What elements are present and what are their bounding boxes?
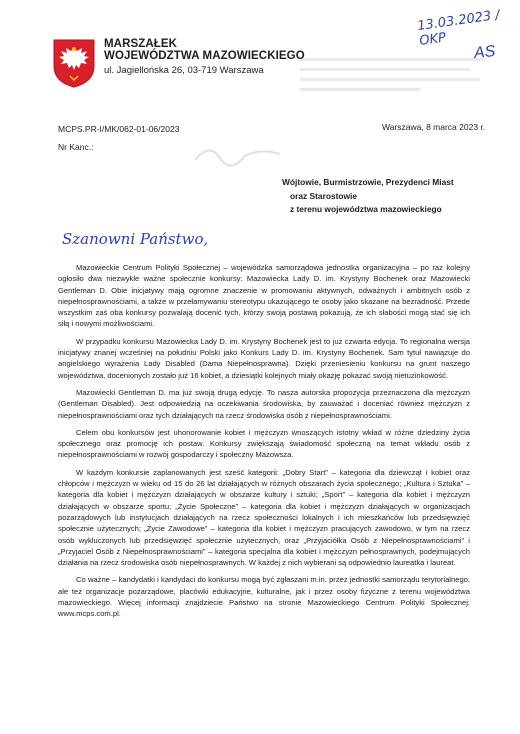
recipient-line-1: Wójtowie, Burmistrzowie, Prezydenci Miast <box>282 177 454 187</box>
paragraph-5: W każdym konkursie zaplanowanych jest sześć kategorii: „Dobry Start” – kategoria dla dziewcząt i kobiet oraz chłopców i mężczyzn w wieku od 15 do 26 lat działających w różnych obszarach życia społecznego; „Kultura i Sztuka” – kategoria dla kobiet i mężczyzn działających w obszarze kultury i sztuki; „Sport” – kategoria dla kobiet i mężczyzn działających w obszarze sportu; „Życie Społeczne” – kategoria dla kobiet i mężczyzn działających w organizacjach pozarządowych lub instytucjach działających na rzecz społeczności lokalnych i ich mieszkańców lub przedsięwzięć społecznie użytecznych; „Życie Zawodowe” – kategoria dla kobiet i mężczyzn pracujących zawodowo, w tym na rzecz osób wykluczonych lub przedsięwzięć społecznie użytecznych, oraz „Przyjaciółka Osób z Niepełnosprawnościami” i „Przyjaciel Osób z Niepełnosprawnościami” – kategoria specjalna dla kobiet i mężczyzn pełnosprawnych, podejmujących działania na rzecz środowiska osób niepełnosprawnych. W każdej z nich wybierani są odpowiednio laureatka i laureat. <box>58 467 470 568</box>
org-address: ul. Jagiellońska 26, 03-719 Warszawa <box>104 65 264 76</box>
org-name-line1: MARSZAŁEK <box>104 38 178 50</box>
eagle-crest-icon <box>52 38 96 88</box>
letter-date: Warszawa, 8 marca 2023 r. <box>382 122 486 132</box>
reference-number: MCPS.PR-I/MK/062-01-06/2023 <box>58 124 180 134</box>
handwritten-initials: AS <box>473 42 497 63</box>
handwritten-salutation <box>60 226 280 252</box>
paragraph-2: W przypadku konkursu Mazowiecka Lady D. im. Krystyny Bochenek jest to już czwarta edycja. To regionalna wersja inicjatywy znanej wcześniej na południu Polski jako Konkurs Lady D. im. Krystyny Bochenek. Sam tytuł nawiązuje do angielskiego wyrażenia Lady Disabled (Dama Niepełnosprawna). Dzięki przeniesieniu konkursu na grunt naszego województwa, docenionych zostało już 16 kobiet, a dziesiątki kolejnych miały okazję pokazać swoją nietuzinkowość. <box>58 336 470 380</box>
faint-signature-bleed <box>190 140 290 170</box>
paragraph-3: Mazowiecki Gentleman D. ma już swoją drugą edycję. To nasza autorska propozycja przeznaczona dla mężczyzn (Gentleman Disabled). Jest odpowiedzią na oczekiwania środowiska, by zauważać i doceniać również mężczyzn z niepełnosprawnościami oraz tych działających na rzecz środowiska osób z niepełnosprawnościami. <box>58 387 470 420</box>
paragraph-6: Co ważne – kandydatki i kandydaci do konkursu mogą być zgłaszani m.in. przez jednostki samorządu terytorialnego, ale też organizacje pozarządowe, placówki edukacyjne, kulturalne, jak i przez osoby fizyczne z terenu województwa mazowieckiego. Więcej informacji znajdziecie Państwo na stronie Mazowieckiego Centrum Polityki Społecznej: www.mcps.com.pl. <box>58 575 470 619</box>
organization-header <box>104 38 305 76</box>
nr-kanc-label: Nr Kanc.: <box>58 142 94 152</box>
org-name-line2: WOJEWÓDZTWA MAZOWIECKIEGO <box>104 50 305 62</box>
recipient-line-2: oraz Starostowie <box>290 190 358 201</box>
faint-bleed-through <box>300 54 490 104</box>
letter-body <box>58 262 470 626</box>
handwritten-date-stamp: 13.03.2023 / OKP <box>416 7 501 49</box>
recipient-block <box>282 176 454 217</box>
svg-text:Szanowni Państwo,: Szanowni Państwo, <box>62 230 209 248</box>
paragraph-1: Mazowieckie Centrum Polityki Społecznej – wojewódzka samorządowa jednostka organizacyjna – po raz kolejny ogłosiło dwa niezwykle ważne społecznie konkursy: Mazowiecka Lady D. im. Krystyny Bochenek oraz Mazowiecki Gentleman D. Obie inicjatywy mają ogromne znaczenie w promowaniu aktywnych, odważnych i ambitnych osób z niepełnosprawnościami, a także w przełamywaniu stereotypu ukazującego te osoby jako skazane na bezradność. Przede wszystkim zaś oba konkursy pozwalają docenić tych, którzy swoją postawą pokazują, że ich słabości mogą stać się ich siłą i nowymi możliwościami. <box>58 263 470 329</box>
recipient-line-3: z terenu województwa mazowieckiego <box>290 204 442 214</box>
paragraph-4: Celem obu konkursów jest uhonorowanie kobiet i mężczyzn wnoszących istotny wkład w różne dziedziny życia społecznego oraz promocję ich postaw. Konkursy zwiększają świadomość społeczną na temat wkładu osób z niepełnosprawnościami w rozwój gospodarczy i społeczny Mazowsza. <box>58 427 470 460</box>
